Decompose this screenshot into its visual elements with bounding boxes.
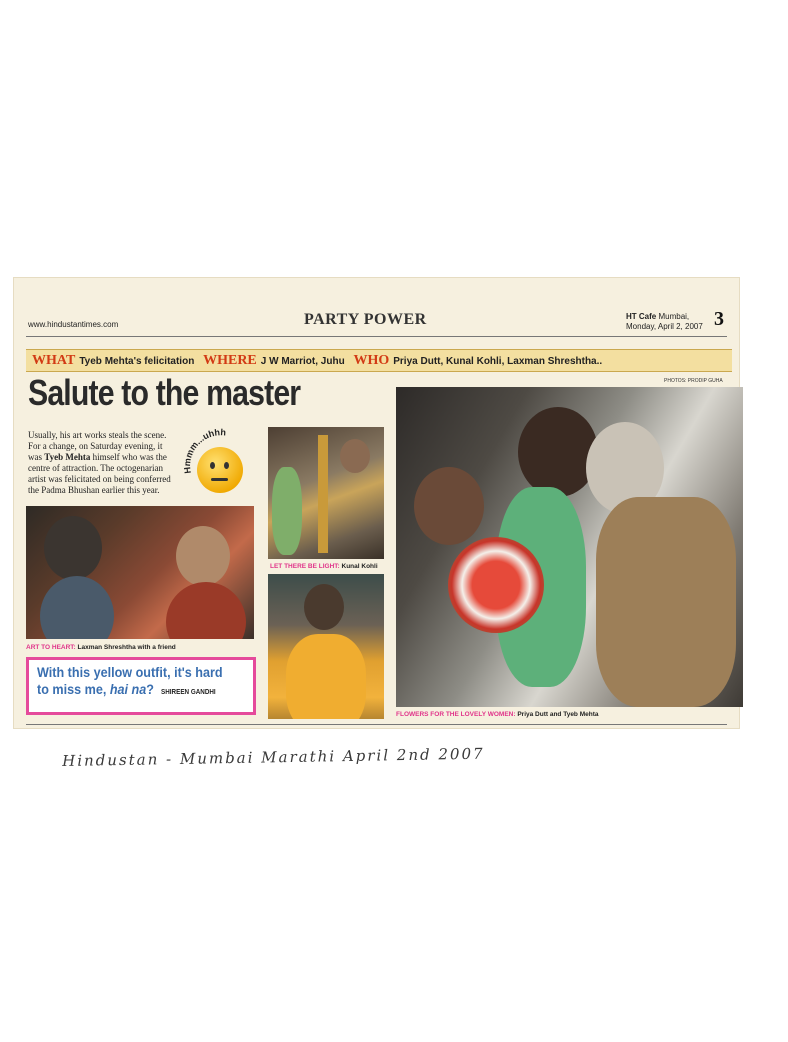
- caption-let-there-be-light: [270, 563, 378, 570]
- figure-silhouette: [40, 576, 114, 639]
- smiley-icon: [197, 447, 243, 493]
- headline: Salute to the master: [28, 372, 301, 413]
- quote-emphasis: hai na: [109, 681, 147, 697]
- quote-text: [37, 664, 228, 701]
- what-label: WHAT: [32, 353, 76, 368]
- caption-art-to-heart: [26, 644, 176, 651]
- caption-text: Kunal Kohli: [341, 563, 378, 570]
- caption-text: Priya Dutt and Tyeb Mehta: [517, 711, 599, 718]
- edition-name: HT Cafe: [626, 312, 657, 321]
- caption-text: Laxman Shreshtha with a friend: [77, 644, 176, 651]
- caption-flowers: [396, 711, 599, 718]
- smiley-right-eye: [224, 462, 229, 469]
- article-body: [28, 430, 178, 496]
- what-value: Tyeb Mehta's felicitation: [79, 356, 195, 367]
- quote-line: With this yellow outfit, it's hard to miss me,: [37, 664, 223, 697]
- figure-silhouette: [176, 526, 230, 586]
- figure-silhouette: [44, 516, 102, 580]
- page-number: 3: [714, 308, 724, 330]
- photo-credit: PHOTOS: PRODIP GUHA: [664, 378, 723, 384]
- bubble-text: Hmmm...uhhh: [181, 427, 227, 475]
- figure-silhouette: [414, 467, 484, 545]
- figure-silhouette: [304, 584, 344, 630]
- figure-silhouette: [518, 407, 598, 497]
- quote-attribution: SHIREEN GANDHI: [161, 689, 216, 696]
- quote-box: [26, 657, 256, 715]
- caption-lead: LET THERE BE LIGHT:: [270, 563, 340, 570]
- caption-lead: FLOWERS FOR THE LOVELY WOMEN:: [396, 711, 516, 718]
- figure-silhouette: [166, 582, 246, 639]
- body-part2: himself who was the centre of attraction. The octogenarian artist was felicitated on being conferred the Padma Bhushan earlier this year.: [28, 452, 171, 495]
- newspaper-clipping: [13, 277, 740, 729]
- figure-silhouette: [596, 497, 736, 707]
- photo-priya-dutt-tyeb-mehta: [396, 387, 743, 707]
- edition-city: Mumbai,: [658, 312, 690, 321]
- event-info-strip: [26, 349, 732, 372]
- body-name: Tyeb Mehta: [44, 452, 91, 462]
- body-part1: Usually, his art works steals the scene. For a change, on Saturday evening, it was: [28, 430, 167, 462]
- quote-end: ?: [146, 681, 154, 697]
- where-value: J W Marriot, Juhu: [260, 356, 345, 367]
- who-value: Priya Dutt, Kunal Kohli, Laxman Shreshtha..: [393, 356, 603, 367]
- who-label: WHO: [353, 353, 390, 368]
- issue-date: Monday, April 2, 2007: [626, 322, 703, 331]
- flower-bouquet: [448, 537, 544, 633]
- smiley-left-eye: [210, 462, 215, 469]
- where-label: WHERE: [203, 353, 257, 368]
- handwritten-note: Hindustan - Mumbai Marathi April 2nd 2007: [62, 744, 485, 770]
- photo-laxman-shreshtha: [26, 506, 254, 639]
- site-url: www.hindustantimes.com: [28, 320, 119, 329]
- caption-lead: ART TO HEART:: [26, 644, 76, 651]
- figure-silhouette: [286, 634, 366, 719]
- lamp-stand: [318, 435, 328, 553]
- figure-silhouette: [272, 467, 302, 555]
- edition-info: [626, 312, 703, 332]
- photo-shireen-gandhi: [268, 574, 384, 719]
- photo-kunal-kohli: [268, 427, 384, 559]
- figure-silhouette: [340, 439, 370, 473]
- section-title: PARTY POWER: [304, 311, 427, 328]
- footer-rule: [26, 724, 727, 725]
- header-rule: [26, 336, 727, 337]
- smiley-mouth: [211, 478, 228, 481]
